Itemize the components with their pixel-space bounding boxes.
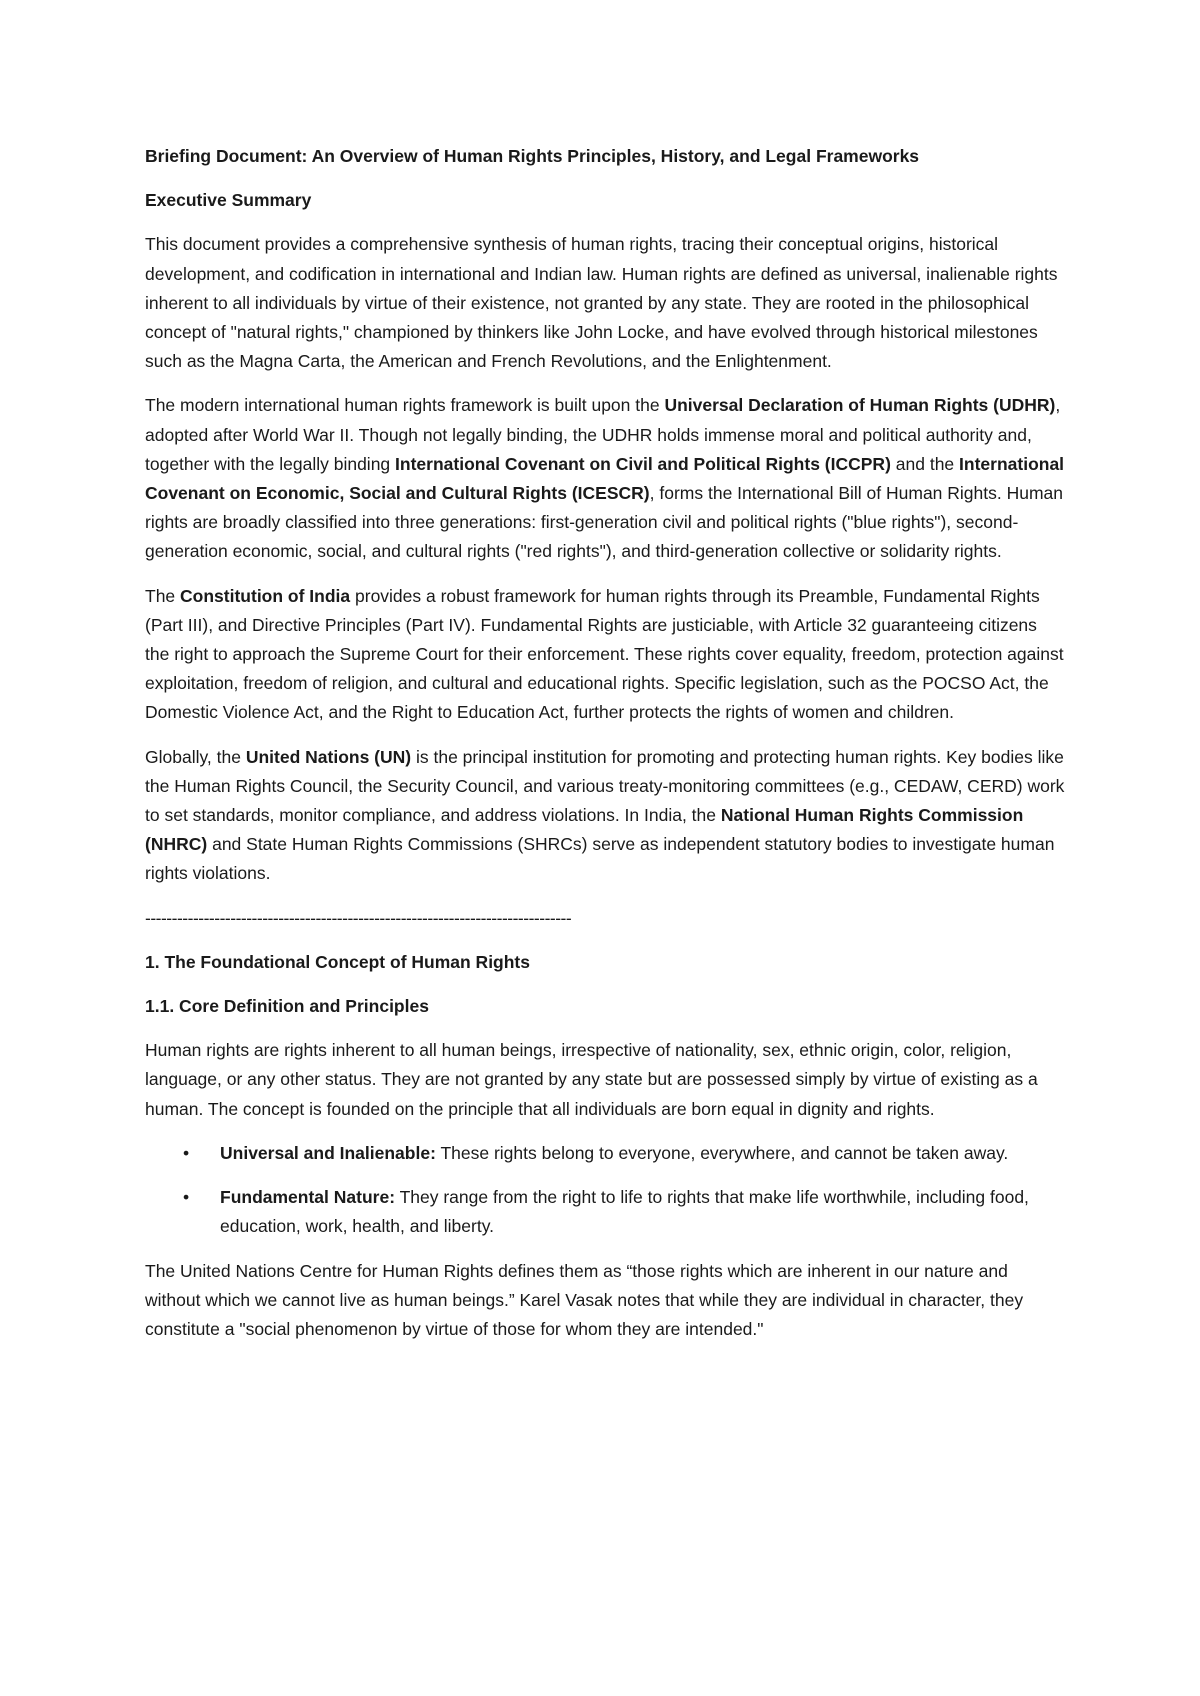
section-1-1-paragraph-1: Human rights are rights inherent to all human beings, irrespective of nationality, sex, ethnic origin, color, religion, language, or any other status. They are not granted by any state but are possessed simply by virtue of existing as a human. The concept is founded on the principle that all individuals are born equal in dignity and rights. (145, 1040, 1038, 1119)
section-separator: -------------------------------------------------------------------------------- (145, 907, 572, 928)
text-run: and the (890, 453, 960, 474)
icescr-bold: International Covenant on Economic, Social and Cultural Rights (ICESCR) (145, 453, 1065, 504)
section-1-1-heading: 1.1. Core Definition and Principles (145, 996, 429, 1017)
text-run: provides a robust framework for human rights through its Preamble, Fundamental Rights (Part III), and Directive Principles (Part IV). Fundamental Rights are justiciable, with Article 32 guaranteeing citizens the right to approach the Supreme Court for their enforcement. These rights cover equality, freedom, protection against exploitation, freedom of religion, and cultural and educational rights. Specific legislation, such as the POCSO Act, the Domestic Violence Act, and the Right to Education Act, further protects the rights of women and children. (145, 585, 1064, 723)
section-1-1-paragraph-2: The United Nations Centre for Human Rights defines them as “those rights which are inherent in our nature and without which we cannot live as human beings.” Karel Vasak notes that while they are individual in character, they constitute a "social phenomenon by virtue of those for whom they are intended." (145, 1260, 1024, 1339)
list-item-text: They range from the right to life to rights that make life worthwhile, including food, education, work, health, and liberty. (220, 1187, 1029, 1237)
document-page (145, 142, 1065, 1359)
iccpr-bold: International Covenant on Civil and Political Rights (ICCPR) (395, 453, 891, 474)
executive-summary-paragraph-3 (145, 582, 1065, 728)
text-run: and State Human Rights Commissions (SHRCs) serve as independent statutory bodies to investigate human rights violations. (145, 834, 1055, 884)
list-item-text: These rights belong to everyone, everywhere, and cannot be taken away. (435, 1142, 1009, 1163)
list-item (145, 1139, 1065, 1168)
text-run: is the principal institution for promoting and protecting human rights. Key bodies like the Human Rights Council, the Security Council, and various treaty-monitoring committees (e.g., CEDAW, CERD) work to set standards, monitor compliance, and address violations. In India, the (145, 746, 1065, 826)
section-1-heading: 1. The Foundational Concept of Human Rights (145, 951, 530, 972)
executive-summary-heading: Executive Summary (145, 190, 312, 211)
executive-summary-paragraph-4 (145, 743, 1065, 889)
bullet-icon: • (183, 1142, 190, 1163)
udhr-bold: Universal Declaration of Human Rights (UDHR) (664, 395, 1056, 416)
list-item (145, 1183, 1065, 1241)
document-title: Briefing Document: An Overview of Human Rights Principles, History, and Legal Frameworks (145, 146, 920, 166)
text-run: The modern international human rights framework is built upon the (145, 395, 665, 416)
executive-summary-paragraph-1: This document provides a comprehensive synthesis of human rights, tracing their conceptual origins, historical development, and codification in international and Indian law. Human rights are defined as universal, inalienable rights inherent to all individuals by virtue of their existence, not granted by any state. They are rooted in the philosophical concept of "natural rights," championed by thinkers like John Locke, and have evolved through historical milestones such as the Magna Carta, the American and French Revolutions, and the Enlightenment. (145, 234, 1058, 372)
nhrc-bold: National Human Rights Commission (NHRC) (145, 805, 1024, 855)
text-run: , adopted after World War II. Though not legally binding, the UDHR holds immense moral and political authority and, together with the legally binding (145, 395, 1061, 474)
text-run: Globally, the (145, 746, 246, 767)
bullet-icon: • (183, 1187, 190, 1208)
un-bold: United Nations (UN) (245, 746, 412, 767)
text-run: , forms the International Bill of Human Rights. Human rights are broadly classified into three generations: first-generation civil and political rights ("blue rights"), second-generation economic, social, and cultural rights ("red rights"), and third-generation collective or solidarity rights. (145, 483, 1064, 562)
list-item-label: Universal and Inalienable: (220, 1142, 436, 1163)
executive-summary-paragraph-2 (145, 391, 1065, 566)
principles-list (145, 1139, 1065, 1242)
constitution-bold: Constitution of India (180, 585, 351, 606)
list-item-label: Fundamental Nature: (220, 1187, 396, 1208)
text-run: The (145, 585, 181, 606)
